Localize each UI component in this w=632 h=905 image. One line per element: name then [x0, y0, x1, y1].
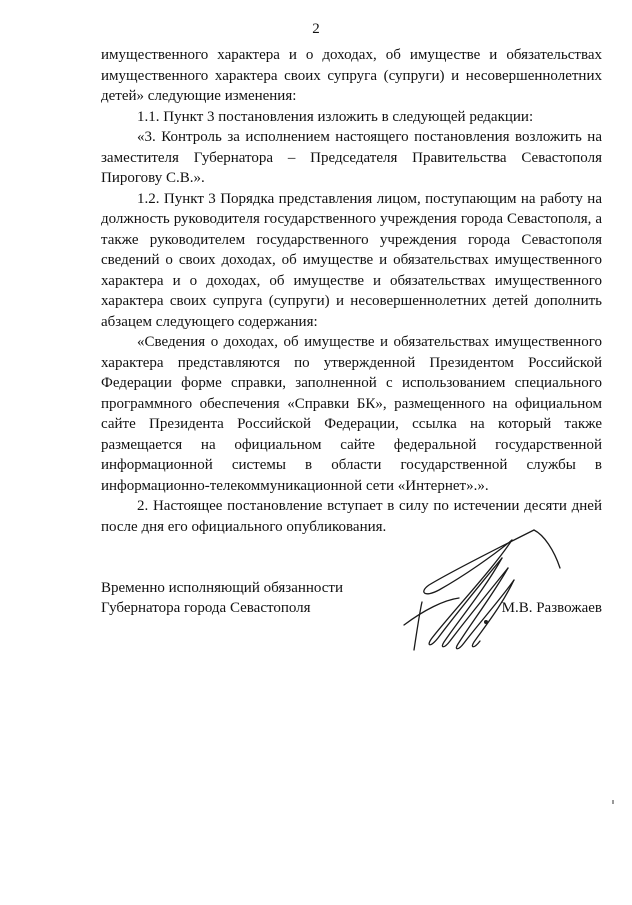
handwritten-signature	[384, 510, 574, 660]
signatory-position-line-1: Временно исполняющий обязанности	[101, 580, 344, 596]
signatory-position-line-2: Губернатора города Севастополя	[101, 600, 311, 616]
document-body	[101, 45, 602, 537]
paragraph-intro-continuation: имущественного характера и о доходах, об имуществе и обязательствах имущественного характера своих супруга (супруги) и несовершеннолетних детей» следующие изменения:	[101, 47, 602, 104]
signatory-name: М.В. Развожаев	[501, 600, 602, 616]
signature-dot	[484, 620, 488, 624]
paragraph-item-1-2: 1.2. Пункт 3 Порядка представления лицом, поступающим на работу на должность руководителя государственного учреждения города Севастополя, а также руководителем государственного учреждения города Севастополя сведений о своих доходах, об имуществе и обязательствах имущественного характера и о доходах, об имуществе и обязательствах имущественного характера своих супруга (супруги) и несовершеннолетних детей дополнить абзацем следующего содержания:	[101, 190, 602, 330]
paragraph-item-2: 2. Настоящее постановление вступает в силу по истечении десяти дней после дня его официального опубликования.	[101, 498, 602, 535]
paragraph-quoted-point-3: «3. Контроль за исполнением настоящего постановления возложить на заместителя Губернатора – Председателя Правительства Севастополя Пирогову С.В.».	[101, 129, 602, 186]
scan-mark	[612, 800, 614, 804]
paragraph-item-1-1: 1.1. Пункт 3 постановления изложить в следующей редакции:	[137, 108, 534, 125]
signatory-position	[101, 578, 381, 618]
page-number: 2	[312, 21, 320, 37]
paragraph-quoted-addition: «Сведения о доходах, об имуществе и обязательствах имущественного характера представляются по утвержденной Президентом Российской Федерации форме справки, заполненной с использованием специального программного обеспечения «Справки БК», размещенного на официальном сайте Президента Российской Федерации, ссылка на который также размещается на официальном сайте федеральной государственной информационной системы в области государственной службы в информационно-телекоммуникационной сети «Интернет».».	[101, 334, 602, 494]
